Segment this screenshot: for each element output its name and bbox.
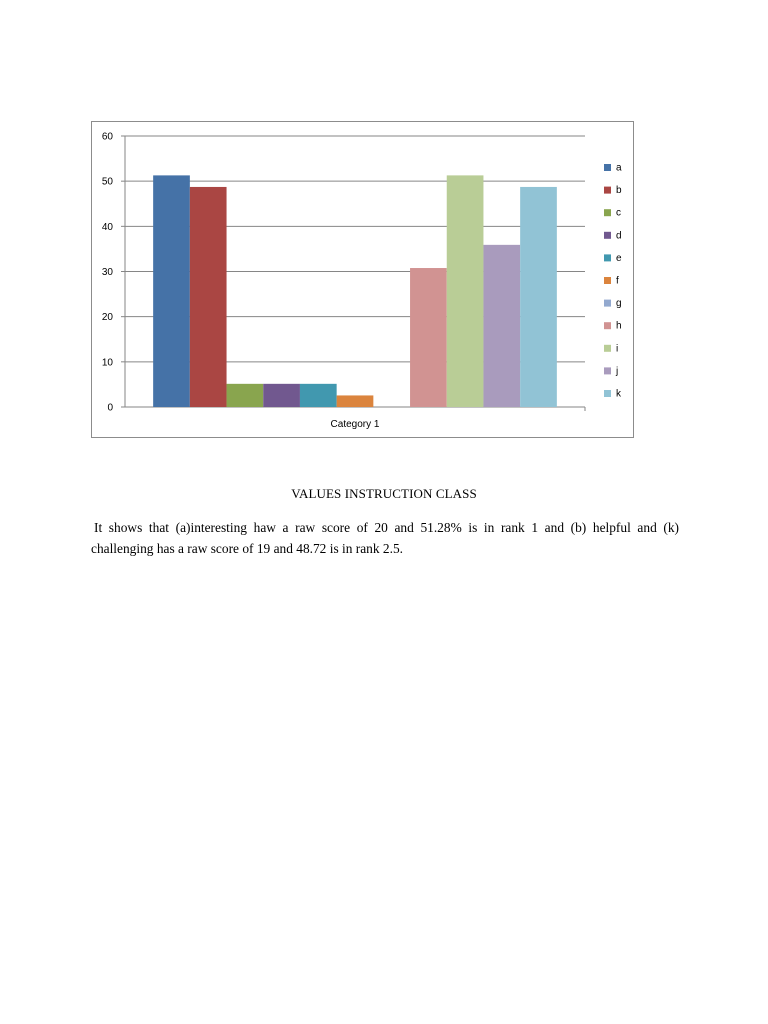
y-tick-label: 30 <box>101 267 113 278</box>
legend-swatch-b <box>604 187 611 194</box>
y-tick-label: 40 <box>101 221 113 233</box>
legend-swatch-e <box>604 254 611 261</box>
bar-a <box>153 175 190 407</box>
legend-label-a: a <box>616 162 622 174</box>
y-tick-label: 50 <box>101 176 113 188</box>
legend-swatch-i <box>604 345 611 352</box>
legend-swatch-k <box>604 390 611 397</box>
legend-swatch-j <box>604 367 611 374</box>
legend-swatch-g <box>604 300 611 307</box>
y-tick-label: 20 <box>101 312 113 324</box>
bar-i <box>447 175 484 407</box>
legend-label-g: g <box>616 298 622 310</box>
chart-caption: VALUES INSTRUCTION CLASS <box>291 486 477 501</box>
description-paragraph: It shows that (a)interesting haw a raw score of 20 and 51.28% is in rank 1 and (b) helpful and (k) challenging has a raw score of 19 and 48.72 is in rank 2.5. <box>91 520 679 556</box>
legend-label-j: j <box>616 365 619 377</box>
bar-h <box>410 268 447 407</box>
bar-c <box>227 384 264 407</box>
legend-label-h: h <box>616 320 622 332</box>
legend-label-i: i <box>616 343 619 355</box>
legend-label-k: k <box>616 388 621 400</box>
bar-f <box>337 395 374 407</box>
bar-e <box>300 384 337 407</box>
legend-label-e: e <box>616 252 622 264</box>
legend-swatch-h <box>604 322 611 329</box>
bar-b <box>190 187 227 407</box>
legend-swatch-f <box>604 277 611 284</box>
legend-label-c: c <box>616 207 621 219</box>
legend-label-b: b <box>616 185 622 197</box>
bar-chart <box>92 122 635 439</box>
bar-d <box>263 384 300 407</box>
bar-j <box>483 245 520 407</box>
y-tick-label: 0 <box>107 402 113 414</box>
chart-area <box>91 121 634 438</box>
x-category-label: Category 1 <box>330 419 380 430</box>
y-tick-label: 60 <box>101 131 113 143</box>
legend-label-f: f <box>616 275 619 287</box>
legend-swatch-c <box>604 209 611 216</box>
legend-swatch-a <box>604 164 611 171</box>
legend-swatch-d <box>604 232 611 239</box>
legend-label-d: d <box>616 230 622 242</box>
bar-k <box>520 187 557 407</box>
y-tick-label: 10 <box>101 357 113 369</box>
